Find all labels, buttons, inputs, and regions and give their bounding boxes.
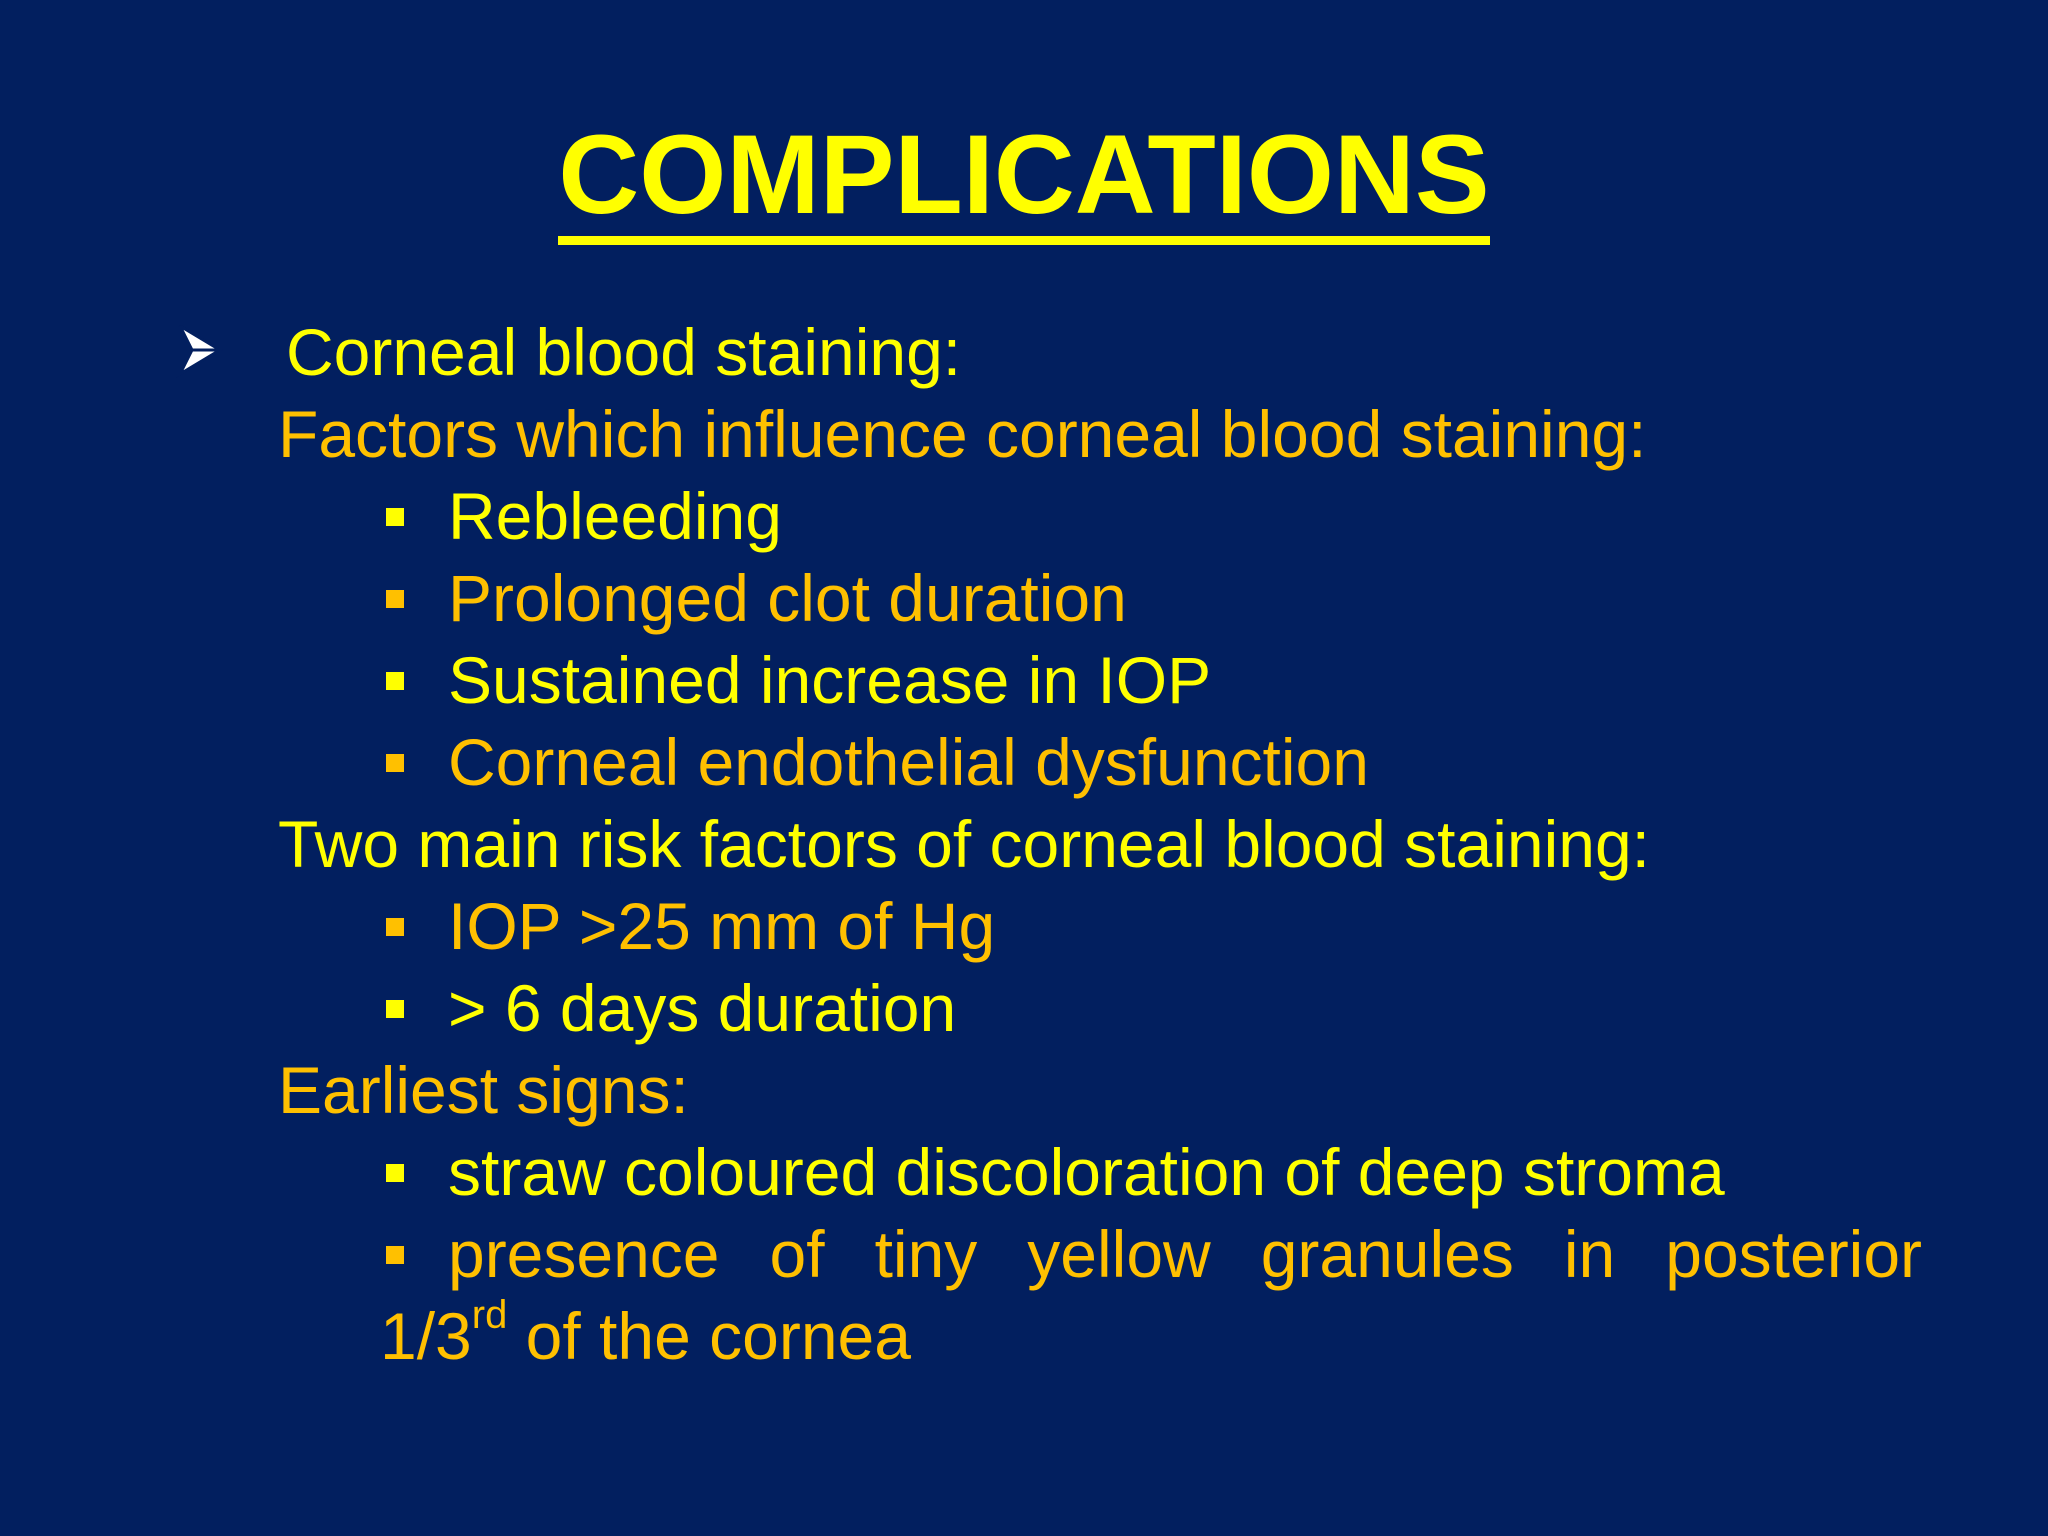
square-bullet-icon [386, 754, 404, 772]
square-bullet-icon [386, 1000, 404, 1018]
word: tiny [874, 1217, 978, 1291]
square-bullet-icon [386, 590, 404, 608]
slide-title [0, 110, 2048, 245]
list-item: Prolonged clot duration [448, 561, 1127, 635]
list-item: Rebleeding [448, 479, 782, 553]
list-item: Sustained increase in IOP [448, 643, 1212, 717]
section-factors-label: Factors which influence corneal blood staining: [278, 397, 1647, 471]
heading-text: Corneal blood staining: [286, 315, 962, 389]
square-bullet-icon [386, 672, 404, 690]
list-item: Corneal endothelial dysfunction [448, 725, 1369, 799]
list-item: straw coloured discoloration of deep stroma [448, 1135, 1725, 1209]
arrowhead-bullet-icon [176, 320, 224, 380]
word: yellow [1027, 1217, 1211, 1291]
square-bullet-icon [386, 1164, 404, 1182]
section-earliest-signs-label: Earliest signs: [278, 1053, 689, 1127]
square-bullet-icon [386, 918, 404, 936]
list-item-justified [448, 1214, 1922, 1294]
square-bullet-icon [386, 508, 404, 526]
section-risk-factors-label: Two main risk factors of corneal blood staining: [278, 807, 1650, 881]
slide-title-text: COMPLICATIONS [558, 114, 1489, 245]
list-item: IOP >25 mm of Hg [448, 889, 996, 963]
word: in [1563, 1217, 1616, 1291]
ordinal-superscript: rd [471, 1293, 508, 1337]
word: of [769, 1217, 825, 1291]
word: granules [1260, 1217, 1514, 1291]
list-item-continuation [380, 1293, 911, 1376]
continuation-suffix: of the cornea [507, 1299, 911, 1373]
word: presence [448, 1217, 720, 1291]
word: posterior [1665, 1217, 1923, 1291]
continuation-prefix: 1/3 [380, 1299, 472, 1373]
list-item: > 6 days duration [448, 971, 957, 1045]
square-bullet-icon [386, 1246, 404, 1264]
